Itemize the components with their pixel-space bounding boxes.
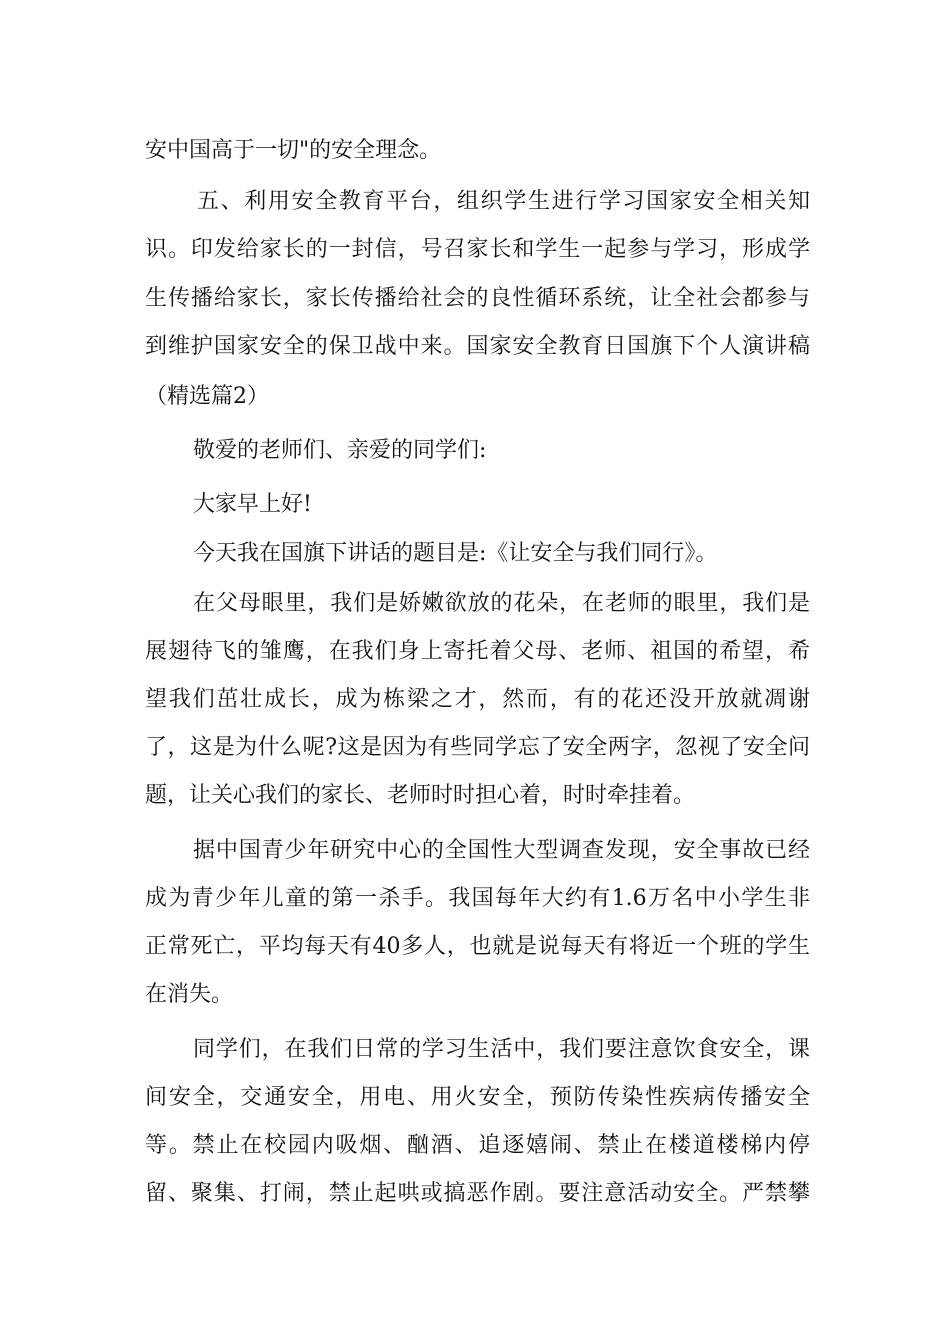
text-line: 生传播给家长，家长传播给社会的良性循环系统，让全社会都参与	[145, 286, 810, 311]
text-line: 了，这是为什么呢?这是因为有些同学忘了安全两字，忽视了安全问	[145, 735, 810, 760]
section-subtitle: （精选篇2）	[145, 384, 269, 409]
text-line: 在消失。	[145, 982, 234, 1007]
text-line: 展翅待飞的雏鹰，在我们身上寄托着父母、老师、祖国的希望，希	[145, 639, 810, 664]
greeting: 大家早上好!	[193, 492, 312, 517]
text-line: 识。印发给家长的一封信，号召家长和学生一起参与学习，形成学	[145, 237, 810, 262]
text-line: 到维护国家安全的保卫战中来。国家安全教育日国旗下个人演讲稿	[145, 334, 810, 359]
paragraph-five-first-line: 五、利用安全教育平台，组织学生进行学习国家安全相关知	[197, 189, 810, 214]
paragraph-first-line: 据中国青少年研究中心的全国性大型调查发现，安全事故已经	[193, 838, 810, 863]
paragraph-first-line: 在父母眼里，我们是娇嫩欲放的花朵，在老师的眼里，我们是	[193, 591, 810, 616]
text-line: 留、聚集、打闹，禁止起哄或搞恶作剧。要注意活动安全。严禁攀	[145, 1181, 810, 1206]
text-line: 正常死亡，平均每天有40多人，也就是说每天有将近一个班的学生	[145, 934, 810, 959]
text-line: 望我们茁壮成长，成为栋梁之才，然而，有的花还没开放就凋谢	[145, 687, 810, 712]
speech-topic: 今天我在国旗下讲话的题目是:《让安全与我们同行》。	[193, 541, 718, 566]
text-line: 安中国高于一切"的安全理念。	[145, 138, 442, 163]
text-line: 成为青少年儿童的第一杀手。我国每年大约有1.6万名中小学生非	[145, 886, 810, 911]
salutation: 敬爱的老师们、亲爱的同学们:	[193, 438, 487, 463]
text-line: 等。禁止在校园内吸烟、酗酒、追逐嬉闹、禁止在楼道楼梯内停	[145, 1133, 810, 1158]
text-line: 题，让关心我们的家长、老师时时担心着，时时牵挂着。	[145, 783, 696, 808]
paragraph-first-line: 同学们，在我们日常的学习生活中，我们要注意饮食安全，课	[193, 1037, 810, 1062]
text-line: 间安全，交通安全，用电、用火安全，预防传染性疾病传播安全	[145, 1085, 810, 1110]
